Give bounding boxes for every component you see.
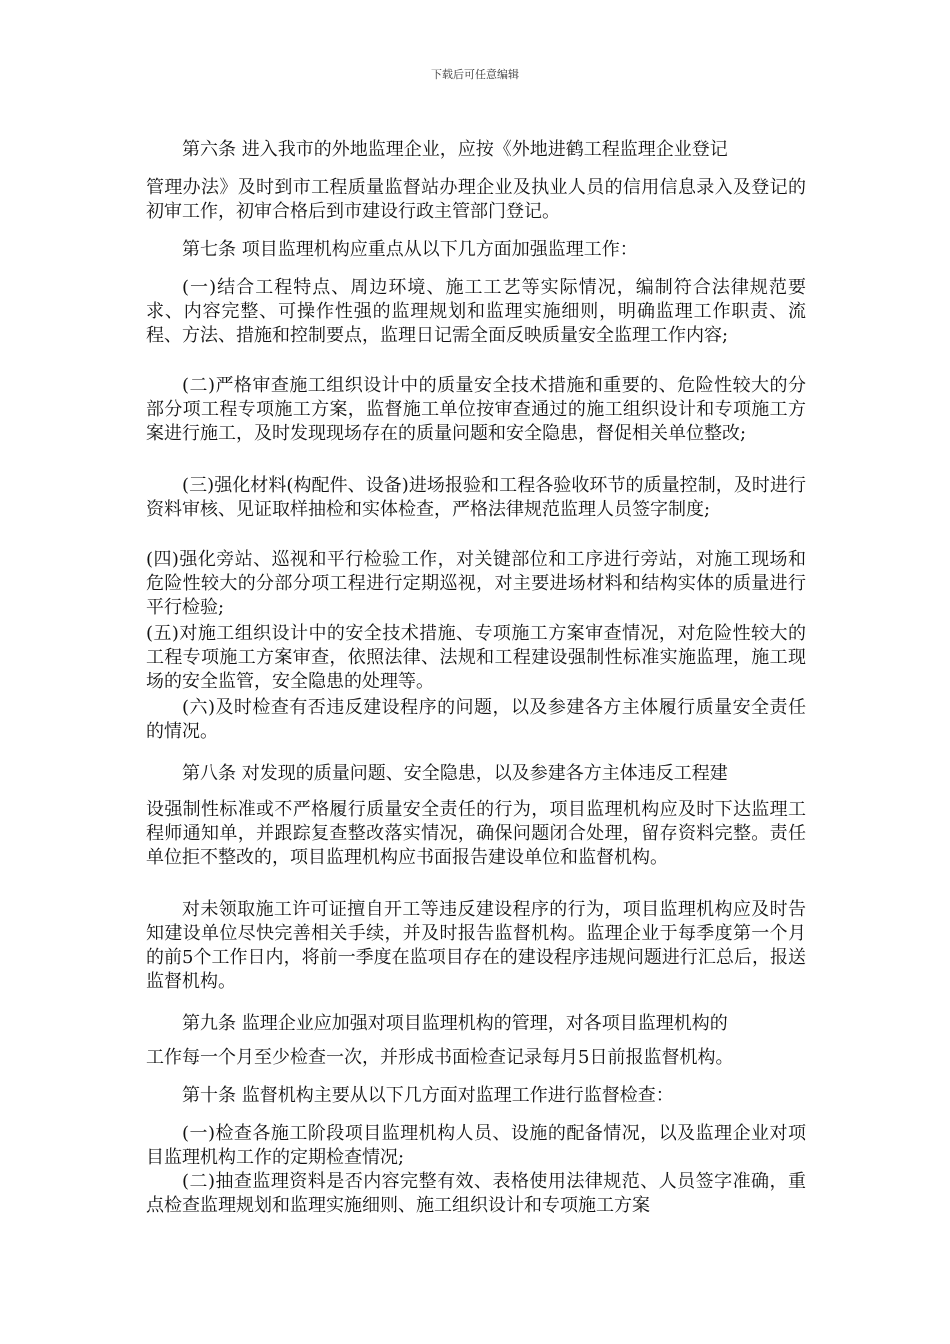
article-10-item-2: (二)抽查监理资料是否内容完整有效、表格使用法律规范、人员签字准确，重点检查监理规划和监理实施细则、施工组织设计和专项施工方案 <box>146 1171 806 1216</box>
article-7-item-6: (六)及时检查有否违反建设程序的问题，以及参建各方主体履行质量安全责任的情况。 <box>146 697 806 742</box>
article-8-paragraph-2: 对未领取施工许可证擅自开工等违反建设程序的行为，项目监理机构应及时告知建设单位尽快完善相关手续，并及时报告监督机构。监理企业于每季度第一个月的前5个工作日内，将前一季度在监项目存在的建设程序违规问题进行汇总后，报送监督机构。 <box>146 899 806 992</box>
page-header: 下载后可任意编辑 <box>431 68 519 81</box>
article-10-item-1: (一)检查各施工阶段项目监理机构人员、设施的配备情况，以及监理企业对项目监理机构工作的定期检查情况; <box>146 1123 806 1168</box>
article-7-item-2: (二)严格审查施工组织设计中的质量安全技术措施和重要的、危险性较大的分部分项工程专项施工方案，监督施工单位按审查通过的施工组织设计和专项施工方案进行施工，及时发现现场存在的质量问题和安全隐患，督促相关单位整改; <box>146 375 806 444</box>
article-8-body: 设强制性标准或不严格履行质量安全责任的行为，项目监理机构应及时下达监理工程师通知单，并跟踪复查整改落实情况，确保问题闭合处理，留存资料完整。责任单位拒不整改的，项目监理机构应书面报告建设单位和监督机构。 <box>146 799 806 868</box>
article-7-item-4: (四)强化旁站、巡视和平行检验工作，对关键部位和工序进行旁站，对施工现场和危险性较大的分部分项工程进行定期巡视，对主要进场材料和结构实体的质量进行平行检验; <box>146 549 806 618</box>
article-7-item-5: (五)对施工组织设计中的安全技术措施、专项施工方案审查情况，对危险性较大的工程专项施工方案审查，依照法律、法规和工程建设强制性标准实施监理，施工现场的安全监管，安全隐患的处理等。 <box>146 623 806 692</box>
article-7-heading: 第七条 项目监理机构应重点从以下几方面加强监理工作： <box>182 239 638 260</box>
article-7-item-3: (三)强化材料(构配件、设备)进场报验和工程各验收环节的质量控制，及时进行资料审核、见证取样抽检和实体检查，严格法律规范监理人员签字制度; <box>146 475 806 520</box>
article-9-line-1: 第九条 监理企业应加强对项目监理机构的管理，对各项目监理机构的 <box>182 1013 728 1034</box>
article-6-line-1: 第六条 进入我市的外地监理企业，应按《外地进鹤工程监理企业登记 <box>182 139 728 160</box>
article-10-heading: 第十条 监督机构主要从以下几方面对监理工作进行监督检查： <box>182 1085 674 1106</box>
article-9-line-2: 工作每一个月至少检查一次，并形成书面检查记录每月5日前报监督机构。 <box>146 1047 734 1068</box>
article-8-line-1: 第八条 对发现的质量问题、安全隐患，以及参建各方主体违反工程建 <box>182 763 728 784</box>
article-6-body: 管理办法》及时到市工程质量监督站办理企业及执业人员的信用信息录入及登记的初审工作，初审合格后到市建设行政主管部门登记。 <box>146 177 806 222</box>
article-7-item-1: (一)结合工程特点、周边环境、施工工艺等实际情况，编制符合法律规范要求、内容完整、可操作性强的监理规划和监理实施细则，明确监理工作职责、流程、方法、措施和控制要点，监理日记需全面反映质量安全监理工作内容; <box>146 277 806 346</box>
